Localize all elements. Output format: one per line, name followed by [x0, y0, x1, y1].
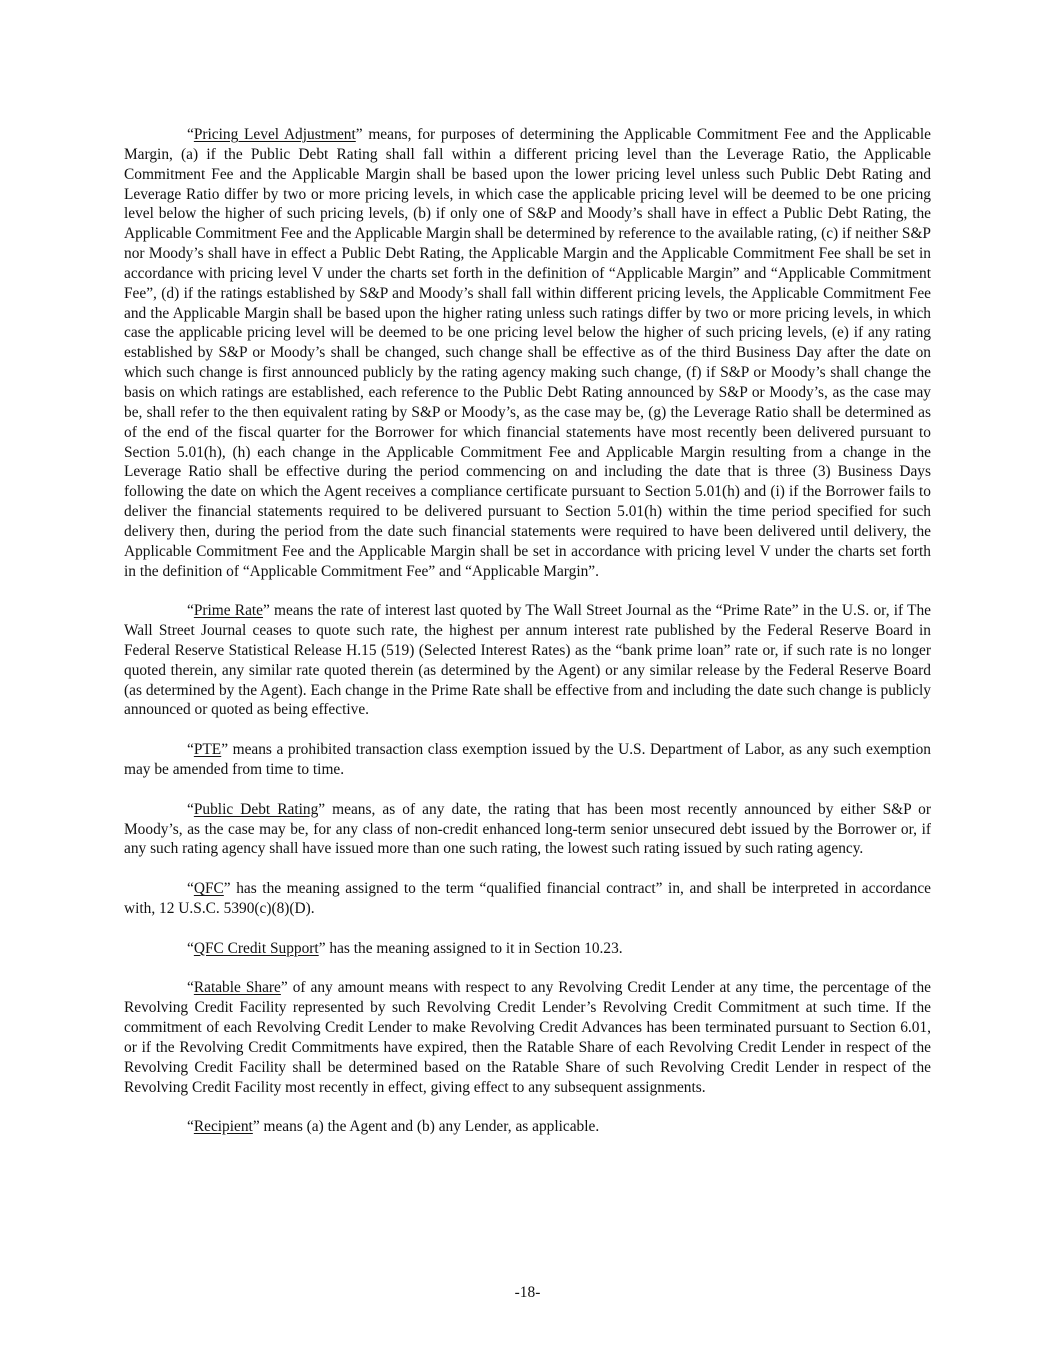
- definition-text: ” means (a) the Agent and (b) any Lender, as applicable.: [252, 1118, 600, 1136]
- definition-qfc-credit-support: [124, 939, 931, 959]
- defined-term: PTE: [193, 741, 222, 759]
- defined-term: Ratable Share: [193, 979, 281, 997]
- defined-term: Prime Rate: [193, 602, 264, 620]
- definition-recipient: [124, 1117, 931, 1137]
- defined-term: Public Debt Rating: [193, 800, 319, 818]
- definition-public-debt-rating: [124, 800, 931, 860]
- open-quote: “: [187, 939, 194, 957]
- definition-pte: [124, 740, 931, 780]
- defined-term: Recipient: [193, 1118, 253, 1136]
- definition-text: ” has the meaning assigned to the term “qualified financial contract” in, and shall be interpreted in accordance with, 12 U.S.C. 5390(c)(8)(D).: [124, 880, 931, 917]
- open-quote: “: [187, 880, 194, 898]
- defined-term: Pricing Level Adjustment: [193, 126, 356, 143]
- open-quote: “: [187, 1118, 194, 1136]
- definition-text: ” means the rate of interest last quoted by The Wall Street Journal as the “Prime Rate” in the U.S. or, if The Wall Street Journal ceases to quote such rate, the highest per annum interest rate published by the Federal Reserve Board in Federal Reserve Statistical Release H.15 (519) (Selected Interest Rates) as the “bank prime loan” rate or, if such rate is no longer quoted therein, any similar rate quoted therein (as determined by the Agent) or any similar release by the Federal Reserve Board (as determined by the Agent). Each change in the Prime Rate shall be effective from and including the date such change is publicly announced or quoted as being effective.: [124, 602, 931, 719]
- definition-text: ” means a prohibited transaction class exemption issued by the U.S. Department of Labor, as any such exemption may be amended from time to time.: [124, 741, 931, 778]
- definition-text: ” means, for purposes of determining the Applicable Commitment Fee and the Applicable Margin, (a) if the Public Debt Rating shall fall within a different pricing level than the Leverage Ratio, the Applicable Commitment Fee and the Applicable Margin shall be based upon the lower pricing level unless such Public Debt Rating and Leverage Ratio differ by two or more pricing levels, in which case the applicable pricing level will be deemed to be one pricing level below the higher of such pricing levels, (b) if only one of S&P and Moody’s shall have in effect a Public Debt Rating, the Applicable Commitment Fee and the Applicable Margin shall be determined by reference to the available rating, (c) if neither S&P nor Moody’s shall have in effect a Public Debt Rating, the Applicable Margin and the Applicable Commitment Fee shall be set in accordance with pricing level V under the charts set forth in the definition of “Applicable Margin” and “Applicable Commitment Fee”, (d) if the ratings established by S&P and Moody’s shall fall within different pricing levels, the Applicable Commitment Fee and the Applicable Margin shall be based upon the higher rating unless such ratings differ by two or more pricing levels, in which case the applicable pricing level will be deemed to be one pricing level below the higher of such pricing levels, (e) if any rating established by S&P or Moody’s shall be changed, such change shall be effective as of the third Business Day after the date on which such change is first announced publicly by the rating agency making such change, (f) if S&P or Moody’s shall change the basis on which ratings are established, each reference to the Public Debt Rating announced by S&P or Moody’s, as the case may be, shall refer to the then equivalent rating by S&P or Moody’s, as the case may be, (g) the Leverage Ratio shall be determined as of the end of the fiscal quarter for the Borrower for which financial statements have most recently been delivered pursuant to Section 5.01(h), (h) each change in the Applicable Commitment Fee and Applicable Margin resulting from a change in the Leverage Ratio shall be effective during the period commencing on and including the date that is three (3) Business Days following the date on which the Agent receives a compliance certificate pursuant to Section 5.01(h) and (i) if the Borrower fails to deliver the financial statements required to be delivered pursuant to Section 5.01(h) within the time period specified for such delivery then, during the period from the date such financial statements were required to have been delivered until delivery, the Applicable Commitment Fee and the Applicable Margin shall be set in accordance with pricing level V under the charts set forth in the definition of “Applicable Commitment Fee” and “Applicable Margin”.: [124, 126, 931, 580]
- open-quote: “: [187, 800, 194, 818]
- definition-ratable-share: [124, 978, 931, 1097]
- open-quote: “: [187, 126, 194, 143]
- definitions-section: [124, 125, 931, 1157]
- page-number: -18-: [514, 1284, 541, 1301]
- definition-pricing-level-adjustment: [124, 125, 931, 581]
- defined-term: QFC: [193, 880, 224, 898]
- definition-prime-rate: [124, 601, 931, 720]
- definition-qfc: [124, 879, 931, 919]
- definition-text: ” means, as of any date, the rating that has been most recently announced by either S&P or Moody’s, as the case may be, for any class of non-credit enhanced long-term senior unsecured debt issued by the Borrower or, if any such rating agency shall have issued more than one such rating, the lowest such rating issued by such rating agency.: [124, 800, 931, 858]
- definition-text: ” has the meaning assigned to it in Section 10.23.: [318, 939, 623, 957]
- open-quote: “: [187, 741, 194, 759]
- open-quote: “: [187, 979, 194, 997]
- open-quote: “: [187, 602, 194, 620]
- definition-text: ” of any amount means with respect to any Revolving Credit Lender at any time, the percentage of the Revolving Credit Facility represented by such Revolving Credit Lender’s Revolving Credit Commitment at such time. If the commitment of each Revolving Credit Lender to make Revolving Credit Advances has been terminated pursuant to Section 6.01, or if the Revolving Credit Commitments have expired, then the Ratable Share of each Revolving Credit Lender in respect of the Revolving Credit Facility shall be determined based on the Ratable Share of such Revolving Credit Lender in respect of the Revolving Credit Facility most recently in effect, giving effect to any subsequent assignments.: [124, 979, 931, 1096]
- defined-term: QFC Credit Support: [193, 939, 319, 957]
